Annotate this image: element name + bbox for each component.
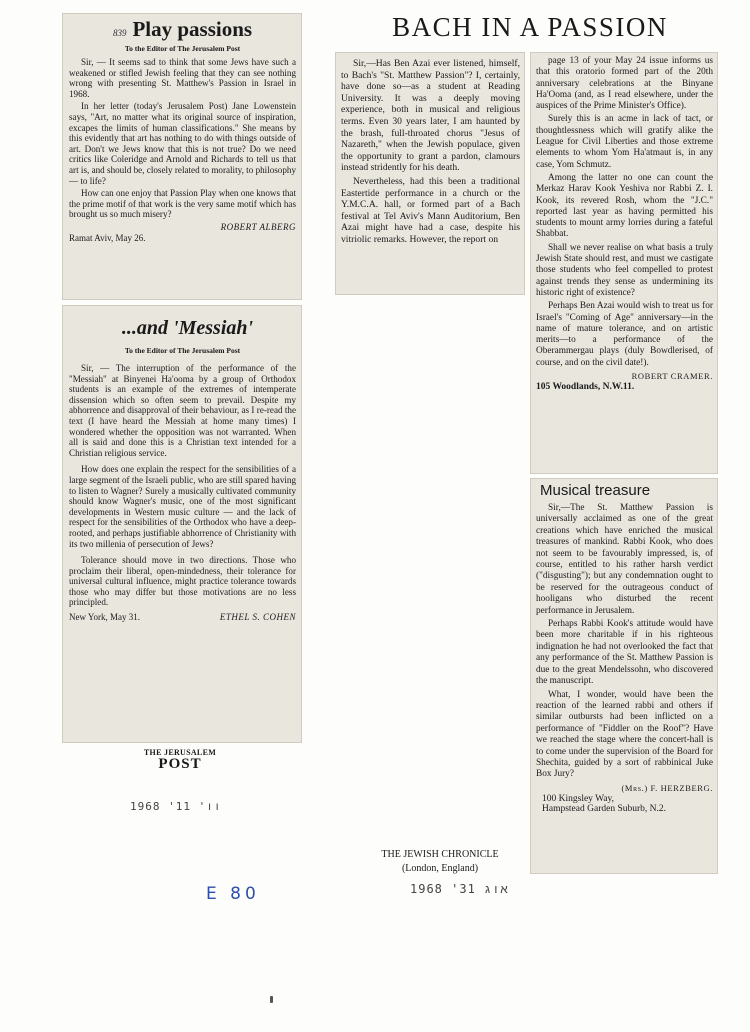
to-editor-line: To the Editor of The Jerusalem Post [124,346,241,355]
signature: ETHEL S. COHEN [219,612,296,623]
letter-paragraph: Shall we never realise on what basis a truly Jewish State should rest, and must we castigate those students who feel compelled to protest against trends they sense as undermining its historic right of existence? [536,242,713,298]
ink-speck [270,996,273,1003]
headline-bach-in-a-passion: BACH IN A PASSION [392,12,668,42]
source-line: THE JEWISH CHRONICLE [381,849,499,860]
letter-paragraph: Sir,—The St. Matthew Passion is universally acclaimed as one of the great creations which have enriched the musical treasures of mankind. Rabbi Kook, who does not seem to be favourably impressed, is, of course, entitled to his rather harsh verdict ("disgusting"); but any condemnation ought to be reserved for the outrageous conduct of hooligans who disturbed the recent performance in Jerusalem. [536,503,713,616]
letter-paragraph: What, I wonder, would have been the reaction of the learned rabbi and others if similar outbursts had been inflicted on a performance of "Fiddler on the Roof"? Have we reached the stage where the concert-hall is to come under the supervision of the Board for Shechita, guided by a sort of rabbinical Juke Box Jury? [536,689,713,780]
letter-place-row [69,233,296,243]
to-editor-line: To the Editor of The Jerusalem Post [124,44,241,53]
letter-paragraph: Among the latter no one can count the Merkaz Harav Kook Yeshiva nor Rabbi Z. I. Kook, its revered Rosh, whom the "J.C." reported last year as having permitted his students to mount army lorries during a fateful Shabbat. [536,172,713,240]
clipping-and-messiah [62,305,302,743]
letter-paragraph: Perhaps Ben Azai would wish to treat us for Israel's "Coming of Age" anniversary—in the name of mature tolerance, and on artistic merits—to a performance of the Oberammergau plays (duly Bowdlerised, of course, and on the civil date!). [536,301,713,368]
letter-paragraph: Surely this is an acme in lack of tact, or thoughtlessness which will gratify alike the League for Civil Liberties and those extreme elements to whom Yom Ha'atmaut is, in any case, Yom Schmutz. [536,114,713,170]
clipping-musical-treasure [530,478,718,874]
source-jewish-chronicle [365,848,515,876]
headline-and-messiah: ...and 'Messiah' [121,317,254,339]
letter-paragraph: Tolerance should move in two directions. Those who proclaim their liberal, open-mindedness, their tolerance for universal cultural influence, might practice tolerance towards those who may differ but those motivations are no less principled. [69,555,296,608]
address: Hampstead Garden Suburb, N.2. [542,803,667,814]
source-line: POST [158,756,202,772]
letter-paragraph: In her letter (today's Jerusalem Post) Jane Lowenstein says, "Art, no matter what its original source of inspiration, excapes the limits of human classifications." She means by this evidently that art has nothing to do with things outside of art. Don't we Jews know that this is not true? Do we need critics like Coleridge and Arnold and Richards to tell us that art is, and should be, closely related to morality, to philosophy — to life? [69,101,296,186]
letter-signature-row [69,222,296,232]
address: 100 Kingsley Way, [542,793,615,804]
date-stamp: 1968 'אוג 31 [410,882,509,896]
letter-paragraph: How can one enjoy that Passion Play when one knows that the prime motif of that work is the very same motif which has brought us so much misery? [69,188,296,220]
source-line: THE JERUSALEM [143,748,217,757]
letter-paragraph: Sir, — It seems sad to think that some Jews have such a weakened or stifled Jewish feeling that they can see nothing wrong with presenting St. Matthew's Passion in Israel in 1968. [69,57,296,99]
date-stamp: 1968 'וו' 11 [130,800,222,813]
letter-paragraph: Sir,—Has Ben Azai ever listened, himself, to Bach's "St. Matthew Passion"? I, certainly, have done so—as a student at Reading University. It was a deeply moving experience, both in musical and religious terms. Even 30 years later, I am haunted by the brash, full-throated chorus "Jesus of Nazareth," when the Jewish populace, given the opportunity to grant a pardon, clamours instead stridently for his death. [341,58,520,174]
letter-paragraph: Nevertheless, had this been a traditional Eastertide performance in a church or the Y.M.C.A. hall, or formed part of a Bach festival at Tel Aviv's Mann Auditorium, Ben Azai might have had a case, despite his vitriolic remarks. However, the report on [341,175,520,245]
source-jerusalem-post [140,748,220,771]
clip-number: 839 [112,28,127,38]
headline-musical-treasure: Musical treasure [540,482,651,499]
letter-paragraph: Perhaps Rabbi Kook's attitude would have been more charitable if in his righteous indignation he had not overlooked the fact that any performance of the St. Matthew Passion is due to the great Mendelssohn, who discovered the manuscript. [536,619,713,687]
clipping-bach-col2 [530,52,718,474]
handwritten-note: E 80 [206,884,260,904]
clipping-play-passions [62,13,302,300]
place-date: New York, May 31. [69,612,141,623]
signature: (Mrs.) F. HERZBERG. [621,782,713,793]
clipping-bach-col1 [335,52,525,295]
address: 105 Woodlands, N.W.11. [536,382,635,393]
letter-paragraph: How does one explain the respect for the sensibilities of a large segment of the Israeli public, who are still spared having to listen to Wagner? Surely a musically cultivated community should know Wagner's music, one of the most significant developments in Western music culture — and the lack of respect for the sensibilities of the Orthodox who have a deep-rooted, and perhaps justifiable abhorrence of Christianity with its two millenia of persecution of Jews? [69,464,296,549]
letter-paragraph: page 13 of your May 24 issue informs us that this oratorio formed part of the 20th anniversary celebrations at the Binyane Ha'Ooma (and, as I read elsewhere, under the auspices of the Prime Minister's Office). [536,56,713,112]
signature: ROBERT CRAMER. [631,371,713,382]
letter-signature-row [69,612,296,622]
source-line: (London, England) [401,863,479,874]
place-date: Ramat Aviv, May 26. [69,232,146,243]
headline-play-passions: Play passions [132,17,253,41]
signature: ROBERT ALBERG [220,221,296,232]
letter-paragraph: Sir, — The interruption of the performance of the "Messiah" at Binyenei Ha'ooma by a group of Orthodox students is an example of the extremes of intemperate dissension which so often seem to prevail. Despite my abhorrence and disapproval of their behaviour, as I re-read the text (I have heard the Messiah at home many times) I wondered whether the opposition was not warranted. When all is said and done this is a Christian text intended for a Christian religious service. [69,363,296,458]
